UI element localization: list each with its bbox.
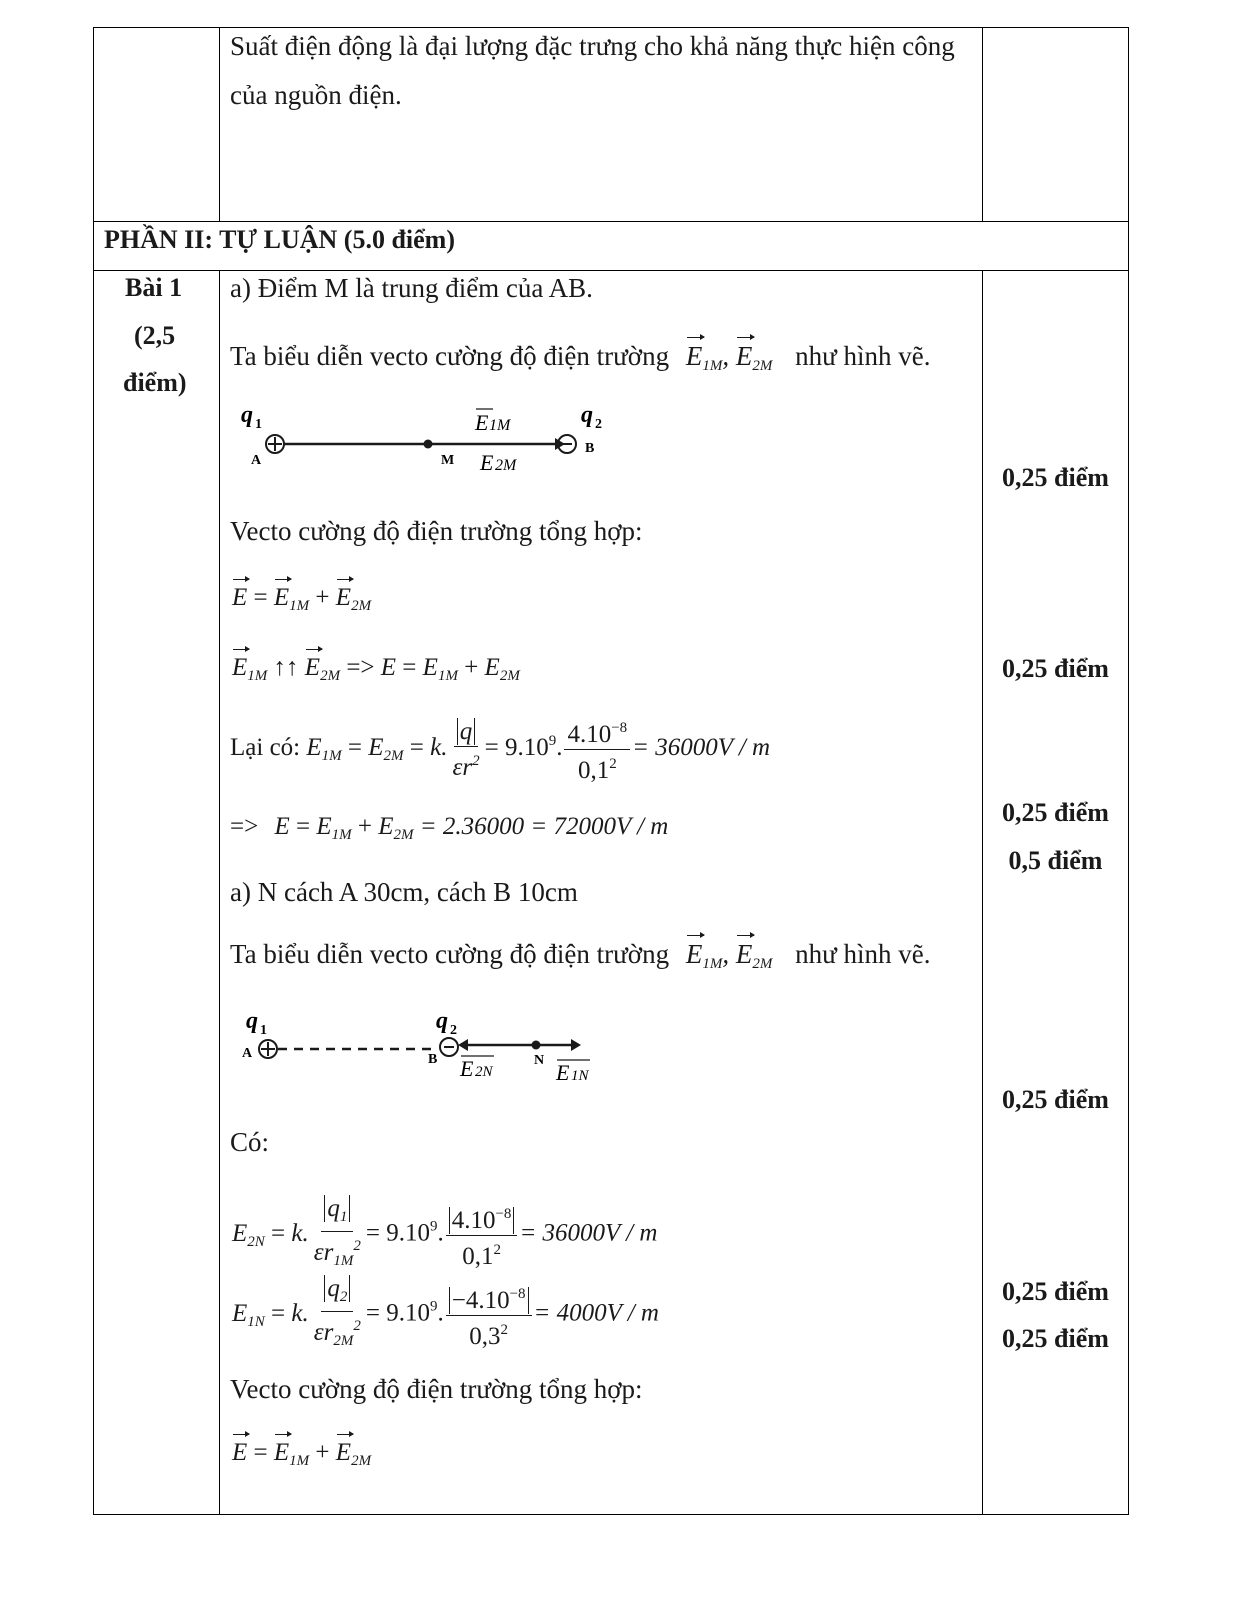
eq-a-den-exp: 2	[609, 756, 617, 772]
bai-points-line-1: (2,5	[134, 321, 176, 350]
table-bottom-border	[93, 1514, 1129, 1515]
score-1: 0,25 điểm	[1002, 463, 1109, 492]
part-b-resultant-text: Vecto cường độ điện trường tổng hợp:	[230, 1374, 643, 1404]
fig-a-label-a: A	[251, 453, 262, 468]
eq-a-vector-sum: $E = E_{1M} + E_{2M}$	[232, 584, 372, 614]
score-3: 0,25 điểm	[1002, 798, 1109, 827]
eq-a-magnitude: Lại có: $E_{1M} = E_{2M} = k$. $\frac{q}{\varepsilon r^2}$ = $9.10^9$. $\frac{4.10^{-8}}{0,1^2}$ = 36000V / m	[230, 714, 770, 785]
eq-b-e1n-num-exp: −8	[509, 1285, 526, 1302]
fig-b-q1: q	[246, 1008, 258, 1034]
fig-a-q2-sub: 2	[595, 417, 602, 432]
eq-a-result2: = 2.36000 = 72000V / m	[419, 813, 669, 840]
score-6: 0,25 điểm	[1002, 1277, 1109, 1306]
part-b-co: Có:	[230, 1127, 270, 1157]
eq-b-e1n-num: −4.10	[451, 1286, 510, 1314]
eq-b-e2n-den-exp: 2	[493, 1241, 501, 1258]
eq-a-total: => $E = E_{1M} + E_{2M} = 2.36000 = 72000V / m$	[230, 813, 669, 843]
part-a-represent-text: Ta biểu diễn vecto cường độ điện trường	[230, 341, 670, 371]
fig-b-e2n: E	[460, 1056, 474, 1081]
fig-b-arrow-right	[571, 1039, 581, 1051]
eq-b-vector-sum: $E = E_{1M} + E_{2M}$	[232, 1439, 372, 1469]
col-divider-2-top	[982, 27, 983, 221]
eq-a-coef-exp: 9	[548, 733, 557, 750]
fig-a-q1-sub: 1	[255, 417, 262, 432]
col-divider-1-top	[219, 27, 220, 221]
part-b-represent-line	[230, 938, 930, 980]
fig-b-e2n-sub: 2N	[475, 1064, 493, 1080]
fig-b-q2: q	[436, 1008, 448, 1034]
figure-a-diagram	[235, 400, 625, 480]
table-top-border	[93, 27, 1129, 28]
table-right-border	[1128, 27, 1129, 1515]
fig-b-point-n	[532, 1041, 541, 1050]
fig-b-e1n: E	[556, 1060, 570, 1085]
fig-b-q2-sub: 2	[450, 1023, 457, 1038]
fig-b-label-n: N	[534, 1053, 545, 1068]
part-b-represent-suffix: như hình vẽ.	[795, 939, 931, 969]
eq-a-result1: = 36000V / m	[632, 734, 771, 762]
part-b-vector-list: $E_{1M}$, $E_{2M}$	[685, 939, 773, 972]
part-b-heading: a) N cách A 30cm, cách B 10cm	[230, 877, 578, 907]
fig-a-label-m: M	[441, 453, 455, 468]
score-4: 0,5 điểm	[1008, 846, 1103, 875]
eq-b-e2n-coef-exp: 9	[429, 1218, 438, 1235]
eq-b-e1n-coef-exp: 9	[429, 1298, 438, 1315]
eq-b-e2n-coef: = 9.10	[365, 1219, 430, 1247]
eq-b-e2n: $E_{2N} = k$. $\frac{q_1}{\varepsilon r_{1M}^2}$ = $9.10^9$. $\frac{4.10^{-8}}{0,1^2}$ = 36000V / m	[232, 1195, 658, 1270]
fig-a-point-m	[424, 440, 433, 449]
score-7: 0,25 điểm	[1002, 1324, 1109, 1353]
top-row-line-2: của nguồn điện.	[230, 80, 402, 110]
eq-a-num-exp: −8	[611, 720, 628, 736]
fig-a-e1m: E	[475, 410, 489, 435]
part-b-represent-text: Ta biểu diễn vecto cường độ điện trường	[230, 939, 670, 969]
bai-label: Bài 1	[125, 273, 183, 302]
eq-a-same-direction: $E_{1M}$ ↑↑ $E_{2M} => E = E_{1M} + E_{2M}$	[232, 654, 520, 684]
fig-a-e1m-sub: 1M	[489, 417, 511, 434]
part-a-resultant-text: Vecto cường độ điện trường tổng hợp:	[230, 516, 643, 546]
section-header: PHẦN II: TỰ LUẬN (5.0 điểm)	[104, 225, 455, 254]
eq-b-e2n-result: = 36000V / m	[519, 1219, 658, 1247]
figure-b-diagram	[238, 1004, 618, 1089]
fig-a-e2m-sub: 2M	[495, 457, 517, 474]
fig-a-q2: q	[581, 402, 593, 428]
eq-b-e2n-den: 0,1	[462, 1242, 494, 1270]
part-a-heading: a) Điểm M là trung điểm của AB.	[230, 273, 593, 303]
eq-b-e1n-den-exp: 2	[500, 1321, 508, 1338]
part-a-represent-suffix: như hình vẽ.	[795, 341, 931, 371]
eq-b-e1n-coef: = 9.10	[365, 1299, 430, 1327]
eq-a-implies: =>	[230, 813, 259, 840]
score-5: 0,25 điểm	[1002, 1085, 1109, 1114]
top-row-line-1: Suất điện động là đại lượng đặc trưng cho khả năng thực hiện công	[230, 31, 955, 61]
row-divider-1	[93, 221, 1129, 222]
fig-a-e2m: E	[480, 450, 494, 475]
eq-b-e1n-den: 0,3	[469, 1322, 501, 1350]
eq-b-e1n-result: = 4000V / m	[533, 1299, 659, 1327]
fig-b-e1n-sub: 1N	[571, 1068, 589, 1084]
bai-points-line-2: điểm)	[123, 368, 187, 397]
fig-b-q1-sub: 1	[260, 1023, 267, 1038]
eq-b-e1n: $E_{1N} = k$. $\frac{q_2}{\varepsilon r_{2M}^2}$ = $9.10^9$. $\frac{-4.10^{-8}}{0,3^2}$ = 4000V / m	[232, 1275, 659, 1350]
fig-a-q1: q	[241, 402, 253, 428]
col-divider-1-bottom	[219, 270, 220, 1515]
score-2: 0,25 điểm	[1002, 654, 1109, 683]
eq-a-num: 4.10	[567, 721, 612, 748]
eq-b-e2n-num-exp: −8	[495, 1205, 512, 1222]
part-a-vector-list: $E_{1M}$, $E_{2M}$	[685, 341, 773, 374]
eq-a-lai-co: Lại có:	[230, 734, 301, 762]
fig-b-arrow-left	[458, 1039, 468, 1051]
fig-b-label-a: A	[242, 1046, 253, 1061]
fig-b-label-b: B	[428, 1052, 438, 1067]
eq-a-coef: = 9.10	[484, 734, 549, 762]
fig-a-label-b: B	[585, 441, 595, 456]
row-divider-2	[93, 270, 1129, 271]
eq-b-e2n-num: 4.10	[451, 1206, 496, 1234]
table-left-border	[93, 27, 94, 1515]
part-a-represent-line	[230, 340, 930, 382]
eq-a-den: 0,1	[577, 757, 610, 784]
